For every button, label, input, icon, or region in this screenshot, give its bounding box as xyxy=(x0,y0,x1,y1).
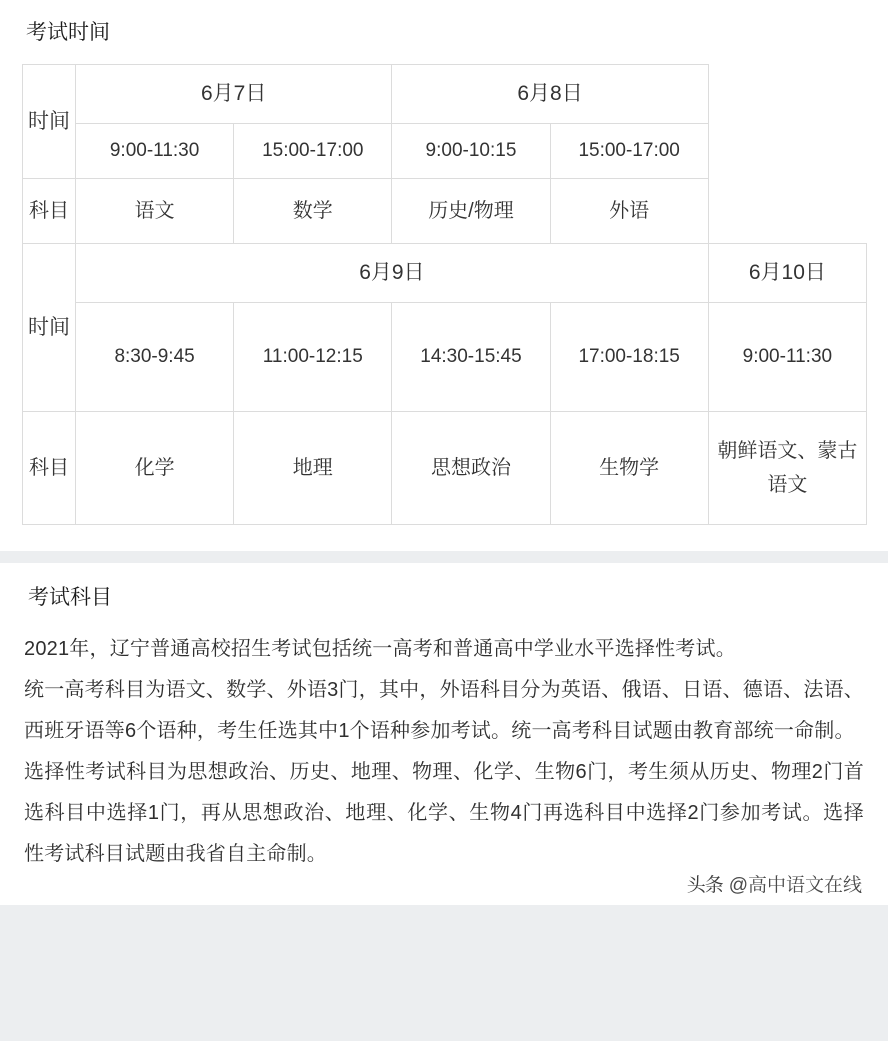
exam-subject-card xyxy=(0,563,888,905)
toutiao-logo-icon: 头条 xyxy=(686,875,723,896)
subject-cell: 化学 xyxy=(76,412,234,525)
row-label-subject-2: 科目 xyxy=(23,412,76,525)
exam-time-title: 考试时间 xyxy=(26,21,110,44)
subject-cell: 朝鲜语文、蒙古语文 xyxy=(708,412,866,525)
date-cell-june8: 6月8日 xyxy=(392,65,708,124)
time-slot-cell: 9:00-11:30 xyxy=(76,124,234,179)
time-slot-cell: 14:30-15:45 xyxy=(392,303,550,412)
paragraph: 2021年，辽宁普通高校招生考试包括统一高考和普通高中学业水平选择性考试。 xyxy=(24,638,736,660)
time-slot-cell: 9:00-11:30 xyxy=(708,303,866,412)
paragraph: 统一高考科目为语文、数学、外语3门，其中，外语科目分为英语、俄语、日语、德语、法语、西班牙语等6个语种，考生任选其中1个语种参加考试。统一高考科目试题由教育部统一命制。 xyxy=(24,679,864,742)
table-row-slots-2 xyxy=(23,303,867,412)
exam-schedule-table xyxy=(22,64,867,525)
date-cell-june9: 6月9日 xyxy=(76,244,709,303)
subject-cell: 语文 xyxy=(76,179,234,244)
table-row-subjects-2 xyxy=(23,412,867,525)
row-label-subject-1: 科目 xyxy=(23,179,76,244)
subject-cell: 数学 xyxy=(234,179,392,244)
subject-cell: 地理 xyxy=(234,412,392,525)
time-slot-cell: 11:00-12:15 xyxy=(234,303,392,412)
date-cell-june7: 6月7日 xyxy=(76,65,392,124)
watermark-account: @高中语文在线 xyxy=(728,875,862,896)
time-slot-cell: 15:00-17:00 xyxy=(234,124,392,179)
subject-cell: 外语 xyxy=(550,179,708,244)
watermark xyxy=(687,870,862,897)
table-row-subjects-1 xyxy=(23,179,867,244)
table-row-slots-1 xyxy=(23,124,867,179)
time-slot-cell: 17:00-18:15 xyxy=(550,303,708,412)
row-label-time-1: 时间 xyxy=(23,65,76,179)
subject-cell: 历史/物理 xyxy=(392,179,550,244)
row-label-time-2: 时间 xyxy=(23,244,76,412)
time-slot-cell: 9:00-10:15 xyxy=(392,124,550,179)
subject-cell: 生物学 xyxy=(550,412,708,525)
table-row-dates-1 xyxy=(23,65,867,124)
time-slot-cell: 8:30-9:45 xyxy=(76,303,234,412)
table-row-dates-2 xyxy=(23,244,867,303)
subject-cell: 思想政治 xyxy=(392,412,550,525)
date-cell-june10: 6月10日 xyxy=(708,244,866,303)
exam-subject-title: 考试科目 xyxy=(28,586,112,609)
time-slot-cell: 15:00-17:00 xyxy=(550,124,708,179)
paragraph: 选择性考试科目为思想政治、历史、地理、物理、化学、生物6门，考生须从历史、物理2门首选科目中选择1门，再从思想政治、地理、化学、生物4门再选科目中选择2门参加考试。选择性考试科目试题由我省自主命制。 xyxy=(24,761,864,865)
